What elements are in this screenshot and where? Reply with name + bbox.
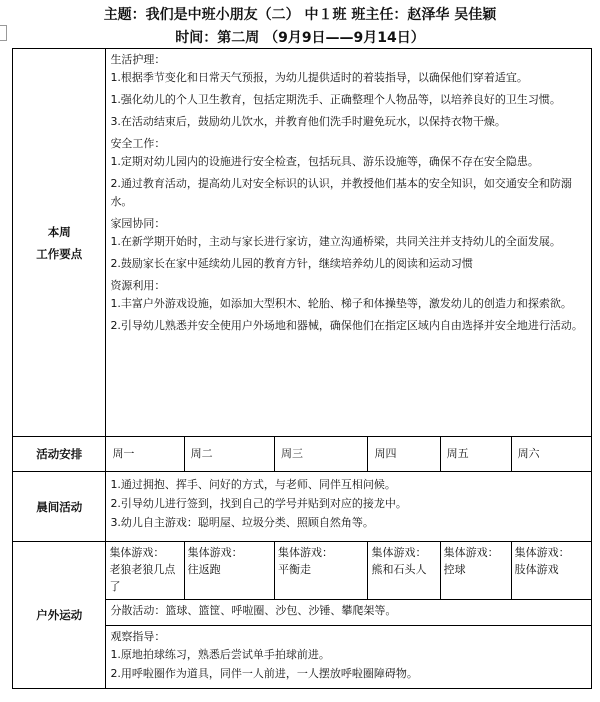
day-wed: 周三 [275,437,368,472]
section-home-school: 家园协同： 1.在新学期开始时，主动与家长进行家访，建立沟通桥梁，共同关注并支持幼儿的全面发展。 2.鼓励家长在家中延续幼儿园的教育方针，继续培养幼儿的阅读和运动习惯 [110,215,587,273]
list-item: 2.引导幼儿熟悉并安全使用户外场地和器械，确保他们在指定区域内自由选择并安全地进行活动。 [110,319,583,332]
list-item: 1.强化幼儿的个人卫生教育，包括定期洗手、正确整理个人物品等，以培养良好的卫生习惯。 [110,93,561,106]
list-item: 2.鼓励家长在家中延续幼儿园的教育方针，继续培养幼儿的阅读和运动习惯 [110,257,473,270]
weekly-plan-table [12,48,592,689]
game-name: 平衡走 [278,563,312,576]
game-name: 控球 [443,563,466,576]
list-item: 1.根据季节变化和日常天气预报，为幼儿提供适时的着装指导，以确保他们穿着适宜。 [110,71,528,84]
game-cell: 集体游戏： 熊和石头人 [368,542,440,600]
game-cell: 集体游戏： 肢体游戏 [511,542,591,600]
game-cell: 集体游戏： 老狼老狼几点了 [106,542,184,600]
day-tue: 周二 [184,437,274,472]
game-cell: 集体游戏： 平衡走 [275,542,368,600]
morning-label: 晨间活动 [13,472,106,542]
game-cell: 集体游戏： 往返跑 [184,542,274,600]
work-points-label: 本周 工作要点 [13,49,106,437]
week-dates: 时间：第二周 （9月9日——9月14日） [175,30,425,46]
game-name: 往返跑 [187,563,221,576]
list-item: 2.用呼啦圈作为道具，同伴一人前进，一人摆放呼啦圈障碍物。 [110,667,418,680]
game-name: 熊和石头人 [371,563,427,576]
margin-marker [0,25,7,41]
list-item: 3.幼儿自主游戏：聪明屋、垃圾分类、照顾自然角等。 [110,516,374,529]
day-mon: 周一 [106,437,184,472]
day-thu: 周四 [368,437,440,472]
day-sat: 周六 [511,437,591,472]
list-item: 1.通过拥抱、挥手、问好的方式，与老师、同伴互相问候。 [110,478,396,491]
schedule-label: 活动安排 [13,437,106,472]
game-name: 老狼老狼几点了 [109,563,176,593]
list-item: 2.通过教育活动，提高幼儿对安全标识的认识，并教授他们基本的安全知识，如交通安全和防溺水。 [110,177,572,208]
day-fri: 周五 [440,437,511,472]
list-item: 3.在活动结束后，鼓励幼儿饮水，并教育他们洗手时避免玩水，以保持衣物干燥。 [110,115,506,128]
list-item: 1.定期对幼儿园内的设施进行安全检查，包括玩具、游乐设施等，确保不存在安全隐患。 [110,155,539,168]
section-life-care: 生活护理： 1.根据季节变化和日常天气预报，为幼儿提供适时的着装指导，以确保他们穿着适宜。 1.强化幼儿的个人卫生教育，包括定期洗手、正确整理个人物品等，以培养良好的卫生习惯。 3.在活动结束后，鼓励幼儿饮水，并教育他们洗手时避免玩水，以保持衣物干燥。 [110,51,587,131]
observation-guidance: 观察指导： 1.原地拍球练习，熟悉后尝试单手拍球前进。 2.用呼啦圈作为道具，同伴一人前进，一人摆放呼啦圈障碍物。 [106,626,592,689]
game-name: 肢体游戏 [514,563,559,576]
scattered-activities: 分散活动：篮球、篮筐、呼啦圈、沙包、沙锤、攀爬架等。 [106,600,592,626]
section-resources: 资源利用： 1.丰富户外游戏设施，如添加大型积木、轮胎、梯子和体操垫等，激发幼儿的创造力和探索欲。 2.引导幼儿熟悉并安全使用户外场地和器械，确保他们在指定区域内自由选择并安全地进行活动。 [110,277,587,335]
work-points-content [106,49,592,437]
morning-content [106,472,592,542]
list-item: 2.引导幼儿进行签到，找到自己的学号并贴到对应的接龙中。 [110,497,407,510]
section-safety: 安全工作： 1.定期对幼儿园内的设施进行安全检查，包括玩具、游乐设施等，确保不存在安全隐患。 2.通过教育活动，提高幼儿对安全标识的认识，并教授他们基本的安全知识，如交通安全和防溺水。 [110,135,587,211]
list-item: 1.原地拍球练习，熟悉后尝试单手拍球前进。 [110,648,330,661]
game-cell: 集体游戏： 控球 [440,542,511,600]
outdoor-label: 户外运动 [13,542,106,689]
list-item: 1.在新学期开始时，主动与家长进行家访，建立沟通桥梁，共同关注并支持幼儿的全面发展。 [110,235,561,248]
list-item: 1.丰富户外游戏设施，如添加大型积木、轮胎、梯子和体操垫等，激发幼儿的创造力和探索欲。 [110,297,572,310]
page-title: 主题：我们是中班小朋友（二） 中１班 班主任：赵泽华 吴佳颖 [103,7,497,23]
